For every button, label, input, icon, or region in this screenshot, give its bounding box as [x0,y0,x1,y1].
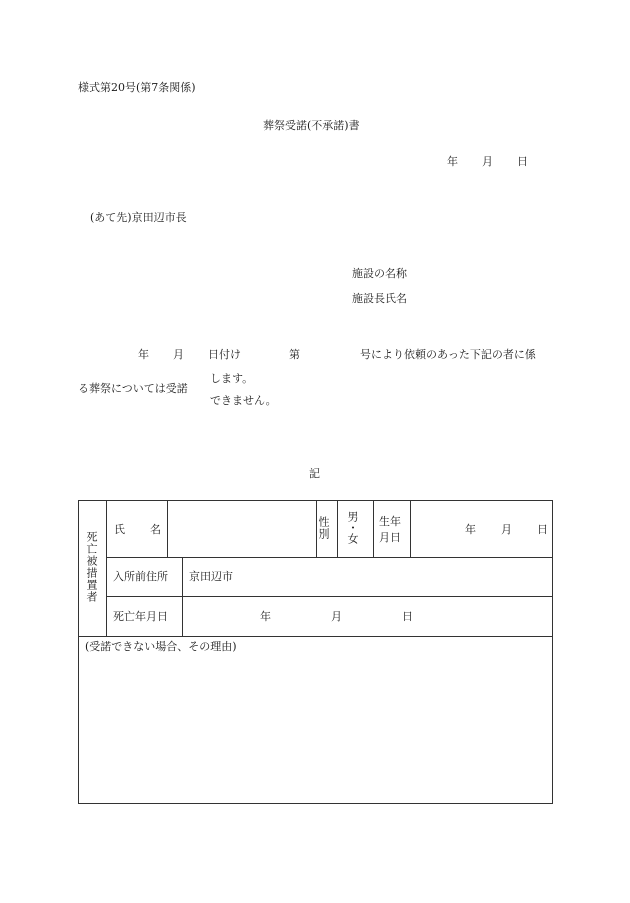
sex-label: 性別 [317,516,330,540]
form-number: 様式第20号(第7条関係) [78,81,196,94]
grid-line [167,501,168,557]
ki-heading: 記 [309,467,320,480]
grid-line [79,636,552,637]
addressee: (あて先)京田辺市長 [90,211,187,224]
grid-line [337,501,338,557]
birth-label-line2: 月日 [379,531,401,544]
birth-day-label: 日 [537,523,548,536]
address-label: 入所前住所 [113,570,168,583]
facility-head-label: 施設長氏名 [352,292,407,305]
body-year: 年 [138,348,149,361]
name-label-part2: 名 [150,523,161,536]
birth-month-label: 月 [501,523,512,536]
date-month-label: 月 [482,155,493,168]
date-day-label: 日 [517,155,528,168]
grid-line [182,557,183,636]
body-dated: 日付け [208,348,241,361]
death-date-label: 死亡年月日 [113,610,168,623]
grid-line [410,501,411,557]
grid-line [106,596,552,597]
birth-label-line1: 生年 [379,515,401,528]
reason-label: (受諾できない場合、その理由) [85,640,237,653]
death-month-label: 月 [331,610,342,623]
date-year-label: 年 [447,155,458,168]
birth-year-label: 年 [465,523,476,536]
option-reject: できません。 [210,394,277,407]
body-sentence-1: 号により依頼のあった下記の者に係 [360,348,536,361]
deceased-info-table [78,500,553,804]
body-month: 月 [173,348,184,361]
body-number-prefix: 第 [289,348,300,361]
grid-line [106,501,107,636]
grid-line [106,557,552,558]
grid-line [373,501,374,557]
death-year-label: 年 [260,610,271,623]
sex-value: 男・女 [346,511,359,544]
document-title: 葬祭受諾(不承諾)書 [263,119,360,132]
option-accept: します。 [210,372,254,385]
death-day-label: 日 [402,610,413,623]
body-sentence-2: る葬祭については受諾 [78,382,188,395]
side-label: 死亡被措置者 [85,531,98,603]
facility-name-label: 施設の名称 [352,267,407,280]
address-value: 京田辺市 [189,570,233,583]
name-label-part1: 氏 [114,523,125,536]
